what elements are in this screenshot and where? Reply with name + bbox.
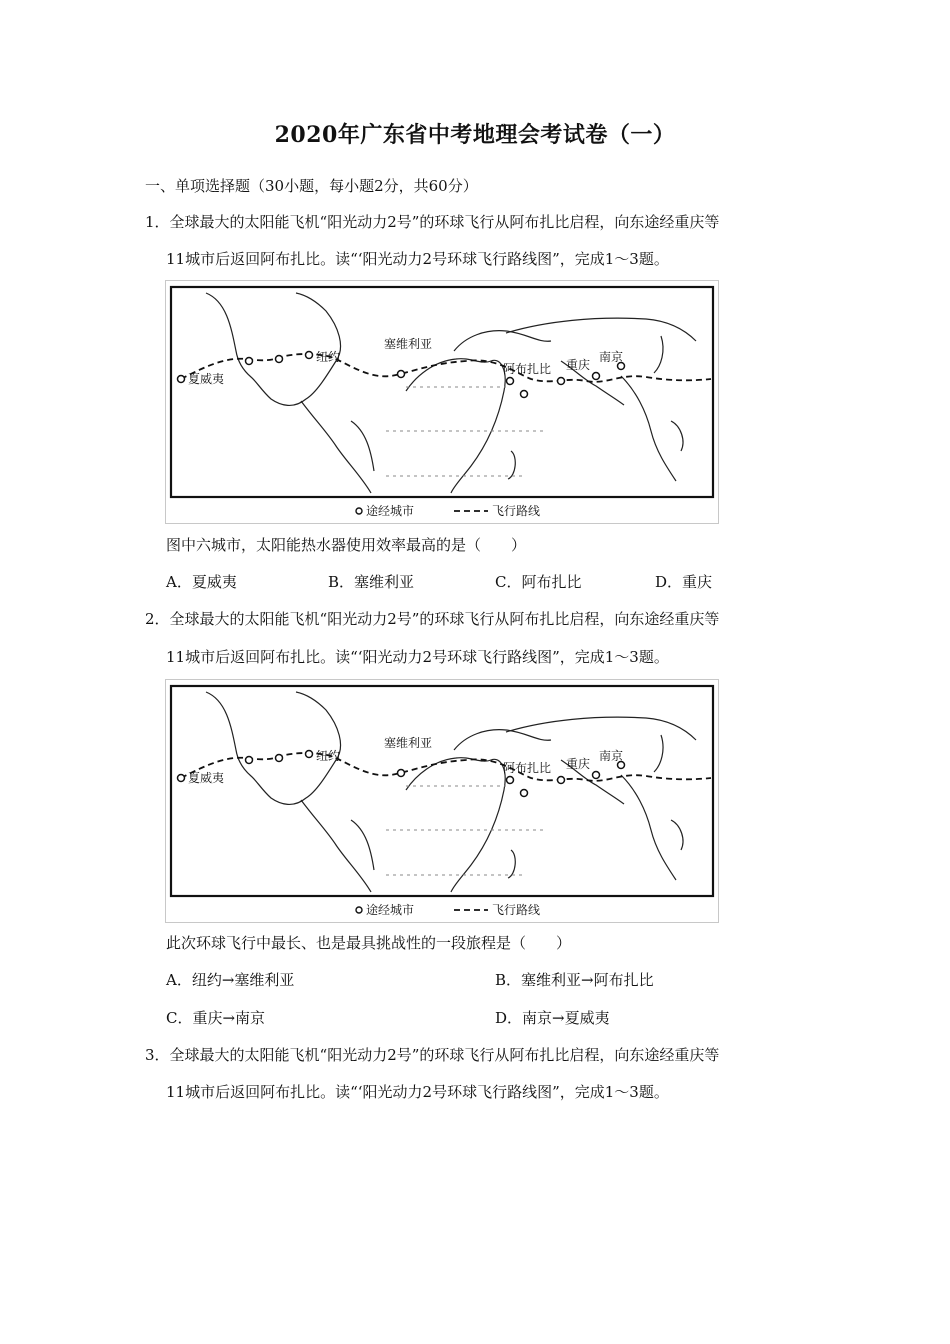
route-map-1 (165, 280, 719, 524)
q2-option-c[interactable]: C．重庆→南京 (166, 1009, 266, 1027)
route-map-1-svg (166, 281, 718, 523)
question-2-stem: 2．全球最大的太阳能飞机“阳光动力2号”的环球飞行从阿布扎比启程，向东途经重庆等 (145, 610, 720, 628)
q1-option-c[interactable]: C．阿布扎比 (495, 573, 582, 591)
section-heading: 一、单项选择题（30小题，每小题2分，共60分） (145, 177, 478, 195)
legend-city-icon (356, 907, 362, 913)
legend-route-label: 飞行路线 (492, 504, 541, 518)
city-label-nanjing: 南京 (599, 749, 624, 763)
question-3-stem-cont: 11城市后返回阿布扎比。读“‘阳光动力2号环球飞行路线图”，完成1～3题。 (166, 1083, 669, 1101)
q2-option-a[interactable]: A．纽约→塞维利亚 (166, 971, 295, 989)
city-label-seville: 塞维利亚 (384, 736, 433, 750)
legend-city-label: 途经城市 (366, 504, 415, 518)
question-1-text: 图中六城市，太阳能热水器使用效率最高的是（ ） (166, 536, 527, 554)
route-map-2-svg (166, 680, 718, 922)
q2-option-b[interactable]: B．塞维利亚→阿布扎比 (495, 971, 654, 989)
question-2-text: 此次环球飞行中最长、也是最具挑战性的一段旅程是（ ） (166, 934, 572, 952)
legend-city-icon (356, 508, 362, 514)
city-label-nanjing: 南京 (599, 350, 624, 364)
city-label-seville: 塞维利亚 (384, 337, 433, 351)
question-2-stem-cont: 11城市后返回阿布扎比。读“‘阳光动力2号环球飞行路线图”，完成1～3题。 (166, 648, 669, 666)
route-map-2 (165, 679, 719, 923)
legend-route-label: 飞行路线 (492, 903, 541, 917)
city-label-hawaii: 夏威夷 (188, 372, 225, 386)
city-label-abudhabi: 阿布扎比 (503, 362, 552, 376)
question-1-stem: 1．全球最大的太阳能飞机“阳光动力2号”的环球飞行从阿布扎比启程，向东途经重庆等 (145, 213, 720, 231)
legend-city-label: 途经城市 (366, 903, 415, 917)
city-label-chongqing: 重庆 (566, 358, 591, 372)
city-label-chongqing: 重庆 (566, 757, 591, 771)
q1-option-d[interactable]: D．重庆 (655, 573, 713, 591)
q1-option-a[interactable]: A．夏威夷 (166, 573, 237, 591)
question-3-stem: 3．全球最大的太阳能飞机“阳光动力2号”的环球飞行从阿布扎比启程，向东途经重庆等 (145, 1046, 720, 1064)
q2-option-d[interactable]: D．南京→夏威夷 (495, 1009, 610, 1027)
city-label-hawaii: 夏威夷 (188, 771, 225, 785)
city-label-newyork: 纽约 (316, 350, 341, 364)
page-title: 2020年广东省中考地理会考试卷（一） (274, 122, 676, 148)
q1-option-b[interactable]: B．塞维利亚 (328, 573, 415, 591)
city-label-newyork: 纽约 (316, 749, 341, 763)
city-label-abudhabi: 阿布扎比 (503, 761, 552, 775)
question-1-stem-cont: 11城市后返回阿布扎比。读“‘阳光动力2号环球飞行路线图”，完成1～3题。 (166, 250, 669, 268)
